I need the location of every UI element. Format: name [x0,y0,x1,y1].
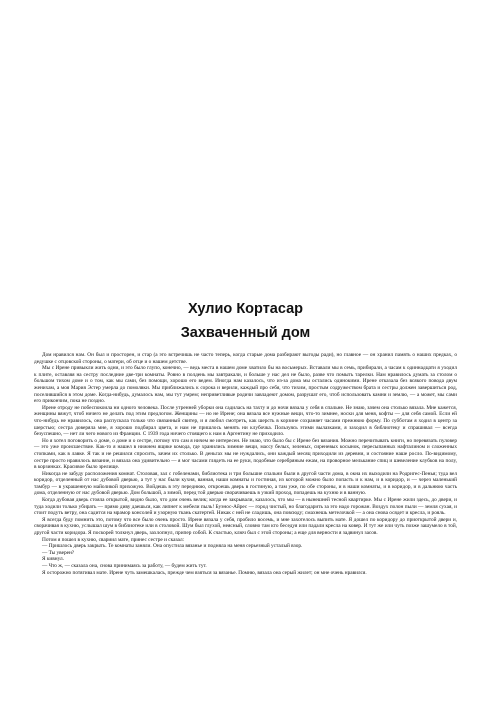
story-title: Захваченный дом [180,325,311,341]
author-name: Хулио Кортасар [187,301,304,317]
paragraph: Когда дубовая дверь стояла открытой, видно было, что дом очень велик; когда ее закрывали, казалось, что мы — в нынешней тесной квартирке. Мы с Ирене жили здесь, до двери, и туда ходили только убирать — прямо диву даешься, как липнет к мебели пыль! Буэнос-Айрес — город чистый, но благодарить за это надо горожан. Воздух полон пыли — земля сухая, и стоит подуть ветру, она садится на мрамор консолей и узорную ткань скатертей. Никак с ней не сладишь, она повсюду; смахнешь метелочкой — а она снова осядет и кресла, и рояль. [34,497,457,517]
story-body [34,352,457,576]
paragraph: Потом я пошел в кухню, свариил мате, принес сестре и сказал: [42,536,185,543]
paragraph: Ирене отроду не побеспокоила ни одного человека. После утренней уборки она садилась на тахту и до ночи вязала у себя в спальне. Не знаю, зачем она столько вязала. Мне кажется, женщины вяжут, чтоб ничего не делать под этим предлогом. Женщины — но не Ирене; она вязала все нужные вещи, что-то зимнее, носки для меня, кофты — для себя самой. Если ей что-нибудь не нравилось, она распускала только что связанный свитер, и я любил смотреть, как шерсть в корзине сохраняет часами прежнюю форму. По субботам я ходил в центр за шерстью; сестра доверяла мне, я хорошо подбирал цвета, и нам не пришлось менять ни клубочка. Пользуясь этими вылазками, я заходил в библиотеку и спрашивал — всегда безуспешно, — нет ли чего нового из Франции. С 1939 года ничего стоящего к нам в Аргентину не приходило. [34,404,457,438]
paragraph: Но я хотел поговорить о доме, о доме и о сестре, потому что сам я ничем не интересен. Не знаю, что было бы с Ирене без вязания. Можно перечитывать книги, но перевязать пуловер — это уже происшествие. Как-то я нашел в нижнем ящике комода, где хранились зимние вещи, массу белых, зеленых, сиреневых косынок, пересыпанных нафталином и сложенных стопками, как в лавке. Я так и не решился спросить, зачем их столько. В деньгах мы не нуждались, они каждый месяц приходили из деревни, и состояние наше росло. По-видимому, сестре просто нравилось вязание, и вязала она удивительно — я мог часами глядеть на ее руки, подобные серебряным ежам, на проворное мелькание спиц и шевеление клубков на полу, в корзинках. Красивое было зрелище. [34,437,457,471]
paragraph: Я кивнул. [42,556,64,563]
paragraph: — Что ж, — сказала она, снова принимаясь за работу, — будем жить тут. [42,563,207,569]
paragraph: — Ты уверен? [42,549,75,556]
paragraph: Я всегда буду помнить это, потому что все было очень просто. Ирене вязала у себя, пробило восемь, и мне захотелось выпить мате. Я дошел по коридору до приоткрытой двери и, сворачивая в кухню, услышал шум в библиотеке или в столовой. Шум был глухой, неясный, словно там кто беседуя или падали кресла на ковер. И тут же или чуть позже зашумело в той, другой части коридора. Я поскорей толкнул дверь, захлопнул, припер собой. К счастью, ключ был с этой стороны; а еще для верности я задвинул засов. [34,516,457,537]
paragraph: Никогда не забуду расположения комнат. Столовая, зал с гобеленами, библиотека и три большие спальни были в другой части дома, в окна их выходили на Родригес-Пенья; туда вел коридор, отделенный от нас дубовой дверью, а тут у нас были кухня, ванная, наши комнаты и гостиная, из которой можно было попасть и к нам, и в коридор, и — через маленький тамбур — в украшенную майоликой прихожую. Войдешь в эту переднюю, откроешь дверь в гостиную, а там уже, по обе стороны, и в наши комнаты, и в коридор, и в дальнюю часть дома, отделенную от нас дубовой дверью. Дом большой, а зимой, перед той дверью сворачиваешь в узкий проход, попадешь на кухню и в ванную. [34,470,457,497]
paragraph: — Пришлось дверь закрыть. Те комнаты заняли. Она опустила вязанье и подняла на меня серьезный усталый взор. [42,543,303,550]
paragraph: Мы с Ирене привыкли жить одни, и это было глупо, конечно, — ведь места в нашем доме хватило бы на восьмерых. Вставали мы в семь, прибирали, а часам к одиннадцати я уходил к плите, оставляя на сестру последние две-три комнаты. Ровно в полдень мы завтракали, и больше у нас дел не было, разве что помыть тарелки. Нам нравилось думать за столом о большом тихом доме и о том, как мы сами, без помощи, хорошо его ведем. Иногда нам казалось, что из-за дома мы остались одинокими. Ирене отказала без всякого повода двум женихам, а моя Мария Эстер умерла до помолвки. Мы приближались к сорока и верили, каждый про себя, что тихим, простым содружеством брата и сестры должен завершиться род, поселившийся в этом доме. Когда-нибудь, думалось нам, мы тут умрем; неприветливые родичи завладеют домом, разрушат его, чтоб использовать камни и землю, — а может, мы сами его прикончим, пока не поздно. [34,365,457,405]
paragraph: Дом нравился нам. Он был и просторен, и стар (а это встречишь не часто теперь, когда старые дома разбирают выгоды ради), но главное — он хранил память о наших предках, о дедушке с отцовской стороны, о матери, об отце и о нашем детстве. [34,352,457,365]
paragraph: Я осторожно потягивал мате. Ирене чуть замешкалась, прежде чем взяться за вязанье. Помню, вязала она серый жилет; он мне очень нравился. [42,569,367,576]
